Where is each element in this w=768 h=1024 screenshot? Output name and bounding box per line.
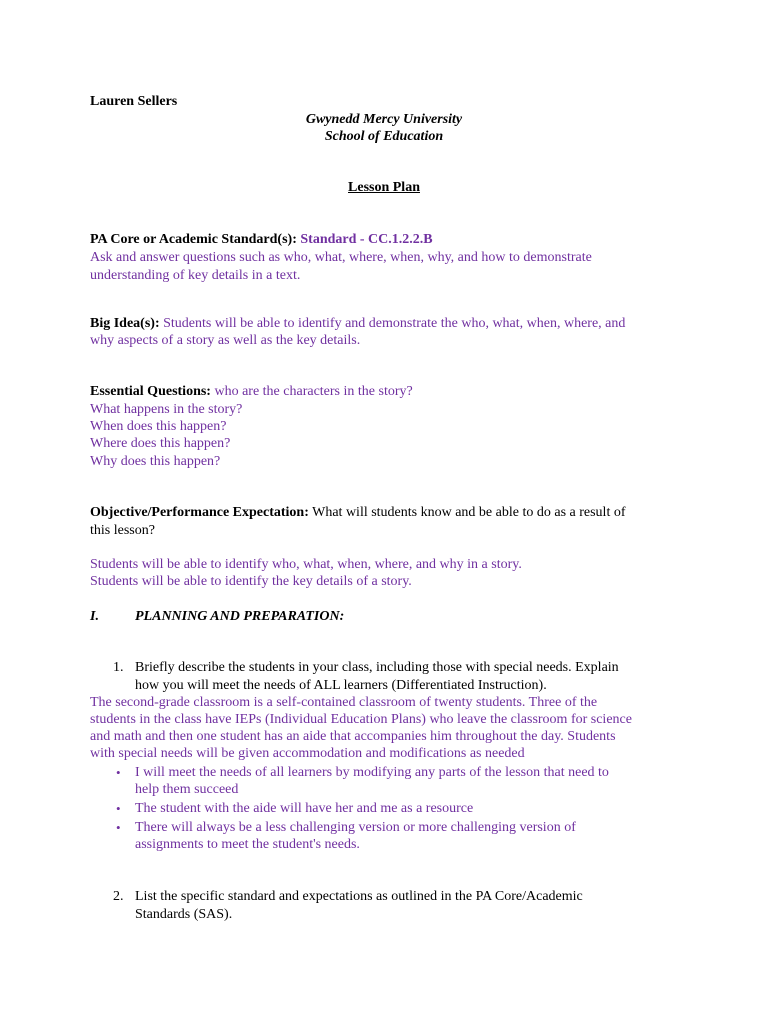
objective [90,504,626,521]
school-name: School of Education [324,129,444,144]
item-prompt: Briefly describe the students in your class, including those with special needs. Explain [135,660,619,675]
objective-prompt: What will students know and be able to do as a result of [312,505,626,520]
standards-description-line: Ask and answer questions such as who, what, where, when, why, and how to demonstrate [90,250,592,265]
item-number: 2. [113,889,124,904]
item-answer-line: The second-grade classroom is a self-contained classroom of twenty students. Three of the [90,695,598,710]
big-idea-label: Big Idea(s): [90,316,160,331]
item-answer-line: and math and then one student has an aide that accompanies him throughout the day. Students [90,729,616,744]
bullet-text: help them succeed [135,782,239,797]
objective-answer: Students will be able to identify who, what, when, where, and why in a story. [90,557,522,572]
bullet-text: The student with the aide will have her and me as a resource [135,801,474,816]
standards-heading [90,231,433,248]
bullet-icon: • [116,765,121,780]
item-prompt: Standards (SAS). [135,907,233,922]
objective-answer: Students will be able to identify the key details of a story. [90,574,412,589]
essential-question: When does this happen? [90,419,227,434]
item-answer-line: students in the class have IEPs (Individual Education Plans) who leave the classroom for science [90,712,632,727]
standards-label: PA Core or Academic Standard(s): [90,232,297,247]
bullet-icon: • [116,801,121,816]
bullet-text: I will meet the needs of all learners by modifying any parts of the lesson that need to [135,765,609,780]
item-number: 1. [113,660,124,675]
item-prompt: how you will meet the needs of ALL learners (Differentiated Instruction). [135,678,547,693]
section-heading: PLANNING AND PREPARATION: [135,609,345,624]
essential-question: What happens in the story? [90,402,243,417]
big-idea-text: Students will be able to identify and demonstrate the who, what, when, where, and [163,316,626,331]
objective-label: Objective/Performance Expectation: [90,505,309,520]
bullet-text: assignments to meet the student's needs. [135,837,360,852]
essential-question: who are the characters in the story? [214,384,413,399]
author-name: Lauren Sellers [90,94,178,109]
item-prompt: List the specific standard and expectations as outlined in the PA Core/Academic [135,889,583,904]
bullet-text: There will always be a less challenging version or more challenging version of [135,820,576,835]
essential-question: Where does this happen? [90,436,231,451]
university-name: Gwynedd Mercy University [305,112,463,127]
essential-questions [90,383,413,400]
page-title: Lesson Plan [348,180,420,195]
bullet-icon: • [116,820,121,835]
standards-description-line: understanding of key details in a text. [90,268,301,283]
essential-questions-label: Essential Questions: [90,384,211,399]
big-idea-text: why aspects of a story as well as the key details. [90,333,361,348]
big-idea [90,315,625,332]
standards-value: Standard - CC.1.2.2.B [300,232,433,247]
item-answer-line: with special needs will be given accommodation and modifications as needed [90,746,525,761]
section-numeral: I. [90,609,99,624]
objective-prompt: this lesson? [90,523,155,538]
essential-question: Why does this happen? [90,454,221,469]
